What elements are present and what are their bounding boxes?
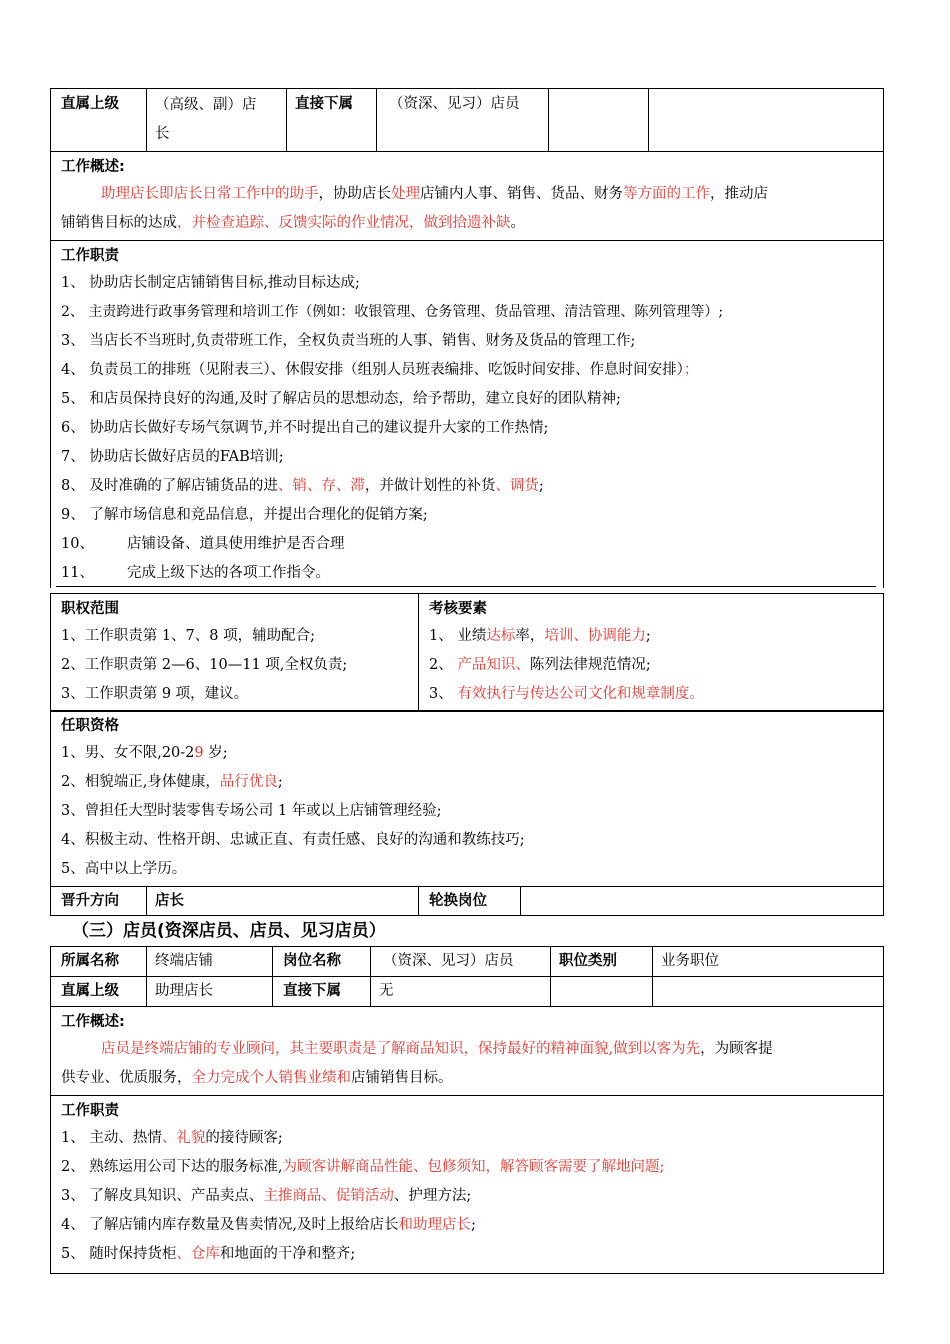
type-value: 业务职位: [653, 947, 884, 977]
assessment-label: 考核要素: [429, 601, 487, 617]
rotation-value: [521, 887, 884, 916]
clerk-overview-line1: 店员是终端店铺的专业顾问，其主要职责是了解商品知识，保持最好的精神面貌,做到以客为先，为顾客提: [101, 1041, 773, 1057]
overview-text-line1: 助理店长即店长日常工作中的助手，协助店长处理店铺内人事、销售、货品、财务等方面的工作，推动店: [101, 186, 768, 202]
overview-label: 工作概述:: [61, 159, 125, 175]
clerk-duties-row: [51, 1096, 884, 1274]
qualification-label: 任职资格: [61, 718, 119, 734]
clerk-duties-cell: [51, 1096, 884, 1274]
clerk-duty-item: 4、 了解店铺内库存数量及售卖情况,及时上报给店长和助理店长;: [61, 1217, 476, 1233]
promotion-label: 晋升方向: [51, 887, 147, 916]
authority-label: 职权范围: [61, 601, 119, 617]
section-heading: （三）店员(资深店员、店员、见习店员）: [72, 921, 386, 941]
authority-cell: [51, 594, 419, 712]
overview-text-line2: 铺销售目标的达成，并检查追踪、反馈实际的作业情况，做到拾遗补缺。: [61, 215, 525, 231]
duty-item: 4、 负责员工的排班（见附表三）、休假安排（组别人员班表编排、吃饭时间安排、作息时间安排）；: [61, 362, 699, 378]
type-label: 职位类别: [551, 947, 653, 977]
qualification-item: 5、高中以上学历。: [61, 861, 187, 877]
clerk-overview-line2: 供专业、优质服务，全力完成个人销售业绩和店铺销售目标。: [61, 1070, 453, 1086]
clerk-info-row: [51, 947, 884, 977]
post-value: （资深、见习）店员: [371, 947, 551, 977]
assessment-item: 2、 产品知识、陈列法律规范情况;: [429, 657, 651, 673]
overview-cell: [51, 152, 884, 241]
promotion-row: [51, 887, 884, 916]
duty-item: 5、 和店员保持良好的沟通,及时了解店员的思想动态，给予帮助，建立良好的团队精神;: [61, 391, 621, 407]
superior-row: [51, 89, 884, 152]
duty-item: 11、 完成上级下达的各项工作指令。: [61, 565, 330, 581]
qualification-item: 1、男、女不限,20-29 岁;: [61, 745, 228, 761]
duty-item: 3、 当店长不当班时,负责带班工作，全权负责当班的人事、销售、财务及货品的管理工作;: [61, 333, 636, 349]
clerk-table: [50, 946, 884, 1274]
authority-assessment-row: [51, 594, 884, 712]
qualification-item: 2、相貌端正,身体健康，品行优良;: [61, 774, 283, 790]
assessment-cell: [419, 594, 884, 712]
direct-subordinate-label: 直接下属: [287, 89, 377, 152]
clerk-superior-value: 助理店长: [147, 977, 273, 1007]
direct-subordinate-value: （资深、见习）店员: [377, 89, 549, 152]
qualification-cell: [51, 711, 884, 887]
empty-cell: [549, 89, 649, 152]
post-label: 岗位名称: [273, 947, 371, 977]
direct-superior-value: （高级、副）店 长: [147, 89, 287, 152]
clerk-duty-item: 1、 主动、热情、礼貌的接待顾客;: [61, 1130, 283, 1146]
duty-item: 2、 主责跨进行政事务管理和培训工作（例如：收银管理、仓务管理、货品管理、清洁管理、陈列管理等）;: [61, 304, 724, 320]
duties-cell: [51, 241, 884, 589]
duty-item: 7、 协助店长做好店员的FAB培训;: [61, 449, 284, 465]
assessment-item: 1、 业绩达标率，培训、协调能力;: [429, 628, 651, 644]
promotion-value: 店长: [147, 887, 419, 916]
duty-item: 9、 了解市场信息和竞品信息，并提出合理化的促销方案;: [61, 507, 428, 523]
clerk-duty-item: 5、 随时保持货柜、仓库和地面的干净和整齐;: [61, 1246, 356, 1262]
empty-cell: [649, 89, 884, 152]
empty-cell: [653, 977, 884, 1007]
duty-item: 1、 协助店长制定店铺销售目标,推动目标达成;: [61, 275, 360, 291]
authority-item: 2、工作职责第 2—6、10—11 项,全权负责;: [61, 657, 348, 673]
clerk-duty-item: 2、 熟练运用公司下达的服务标准,为顾客讲解商品性能、包修须知，解答顾客需要了解地问题;: [61, 1159, 665, 1175]
clerk-superior-label: 直属上级: [51, 977, 147, 1007]
qualification-item: 4、积极主动、性格开朗、忠诚正直、有责任感、良好的沟通和教练技巧;: [61, 832, 525, 848]
empty-cell: [551, 977, 653, 1007]
assessment-item: 3、 有效执行与传达公司文化和规章制度。: [429, 686, 704, 702]
duty-item: 8、 及时准确的了解店铺货品的进、销、存、滞，并做计划性的补货、调货;: [61, 478, 544, 494]
qualification-item: 3、曾担任大型时装零售专场公司 1 年或以上店铺管理经验;: [61, 803, 442, 819]
duties-label: 工作职责: [61, 248, 119, 264]
clerk-overview-label: 工作概述:: [61, 1014, 125, 1030]
assistant-manager-table: [50, 88, 884, 588]
direct-superior-label: 直属上级: [51, 89, 147, 152]
duties-separator: [56, 586, 876, 587]
qualification-table: [50, 710, 884, 916]
duties-row: [51, 241, 884, 589]
clerk-overview-cell: [51, 1007, 884, 1096]
clerk-duties-label: 工作职责: [61, 1103, 119, 1119]
clerk-subordinate-label: 直接下属: [273, 977, 371, 1007]
qualification-row: [51, 711, 884, 887]
dept-value: 终端店铺: [147, 947, 273, 977]
duty-item: 6、 协助店长做好专场气氛调节,并不时提出自己的建议提升大家的工作热情;: [61, 420, 549, 436]
authority-item: 3、工作职责第 9 项，建议。: [61, 686, 249, 702]
dept-label: 所属名称: [51, 947, 147, 977]
clerk-superior-row: [51, 977, 884, 1007]
rotation-label: 轮换岗位: [419, 887, 521, 916]
clerk-subordinate-value: 无: [371, 977, 551, 1007]
clerk-overview-row: [51, 1007, 884, 1096]
overview-row: [51, 152, 884, 241]
duty-item: 10、 店铺设备、道具使用维护是否合理: [61, 536, 345, 552]
authority-assessment-table: [50, 593, 884, 712]
authority-item: 1、工作职责第 1、7、8 项，辅助配合;: [61, 628, 316, 644]
clerk-duty-item: 3、 了解皮具知识、产品卖点、主推商品、促销活动、护理方法;: [61, 1188, 472, 1204]
